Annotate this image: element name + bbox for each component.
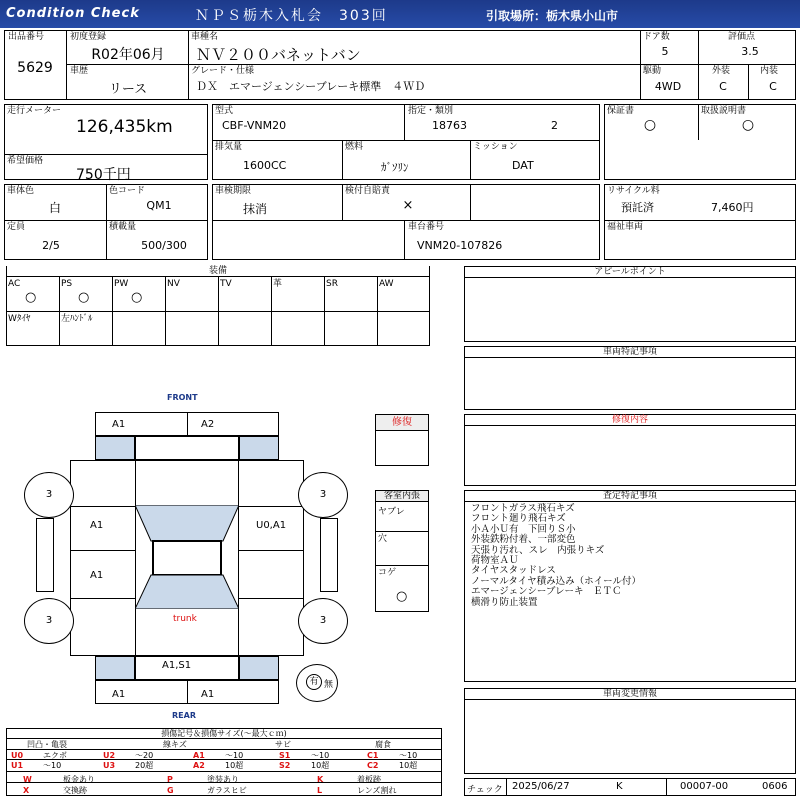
legend-row2-9: 10超 <box>399 761 418 770</box>
legend-row2-1: 〜10 <box>43 761 62 770</box>
color-code-label: 色コード <box>109 186 146 196</box>
inspection-label: 車検期限 <box>215 186 252 196</box>
legend-row2-5: 10超 <box>225 761 244 770</box>
color: 白 <box>48 201 61 215</box>
repair-content-box <box>464 414 796 486</box>
history-label: 車歴 <box>70 66 89 76</box>
legend-row3-0: W <box>23 775 32 784</box>
rear-bumper-left-damage: A1 <box>112 689 126 700</box>
checker: K <box>616 781 623 792</box>
ext-label: 外装 <box>712 66 731 76</box>
insurance: × <box>402 198 414 213</box>
equip-label-0: AC <box>8 279 21 289</box>
hood <box>135 436 239 460</box>
legend-row2-2: U3 <box>103 761 116 770</box>
legend-group-1: 線キズ <box>163 740 187 749</box>
drive: 4WD <box>654 80 682 93</box>
doors-label: ドア数 <box>643 32 670 42</box>
fuel: ｶﾞｿﾘﾝ <box>381 161 409 174</box>
capacity-label: 定員 <box>7 222 26 232</box>
price-label: 希望価格 <box>7 156 44 166</box>
inspection-note: 天張り汚れ、スレ 内張りキズ <box>471 544 605 556</box>
mileage: 126,435km <box>76 117 173 137</box>
recycle-label: リサイクル料 <box>607 186 660 196</box>
vehicle-notes-title: 車両特記事項 <box>465 347 795 358</box>
equip-mark-1: ○ <box>78 290 90 305</box>
legend-row2-0: U1 <box>11 761 24 770</box>
first-reg-label: 初度登録 <box>70 32 107 42</box>
legend-row1-5: 〜10 <box>225 751 244 760</box>
legend-row1-0: U0 <box>11 751 24 760</box>
recycle-amount: 7,460円 <box>711 201 754 214</box>
insurance-label: 検付自賠責 <box>345 186 391 196</box>
legend-group-0: 凹凸・亀裂 <box>27 740 67 749</box>
legend-row2-3: 20超 <box>135 761 154 770</box>
tire-rear-right: 3 <box>298 598 348 644</box>
inspection-note: タイヤスタッドレス <box>471 565 556 577</box>
legend-group-2: サビ <box>275 740 291 749</box>
legend-row3-5: 着板跡 <box>357 775 381 784</box>
rear-label: REAR <box>172 711 196 720</box>
left-front-door-damage: A1 <box>90 520 104 531</box>
right-front-door-damage: U0,A1 <box>256 520 287 531</box>
spare-yes: 有 <box>306 674 322 690</box>
equipment-title: 装備 <box>7 266 429 277</box>
warranty-label: 保証書 <box>607 106 635 116</box>
legend-row2-7: 10超 <box>311 761 330 770</box>
interior-burn-mark: ○ <box>396 589 408 604</box>
color-code: QM1 <box>146 199 172 212</box>
header-bar <box>0 0 800 28</box>
legend-row3-1: 板金あり <box>63 775 95 784</box>
check-label: チェック <box>467 785 503 795</box>
legend-row4-4: L <box>317 786 323 795</box>
drive-label: 駆動 <box>643 66 662 76</box>
legend-row1-7: 〜10 <box>311 751 330 760</box>
interior-box <box>375 490 429 612</box>
trunk-label: trunk <box>173 614 197 624</box>
displacement: 1600CC <box>243 159 287 172</box>
equip-mark-0: ○ <box>25 290 37 305</box>
inspection-note: フロント廻り飛石キズ <box>471 513 566 525</box>
auction-name: ＮＰＳ栃木入札会 303回 <box>195 8 388 24</box>
legend-row2-8: C2 <box>367 761 379 770</box>
legend-row4-3: ガラスヒビ <box>207 786 247 795</box>
equip-mark-2: ○ <box>131 290 143 305</box>
inspection: 抹消 <box>242 202 267 216</box>
capacity: 2/5 <box>42 239 60 252</box>
inspection-note: 荷物室ＡＵ <box>471 555 519 567</box>
welfare-label: 福祉車両 <box>607 222 644 232</box>
left-rear-door-damage: A1 <box>90 570 104 581</box>
check-date: 2025/06/27 <box>512 781 570 792</box>
chassis-label: 車台番号 <box>408 222 445 232</box>
front-bumper-right-damage: A2 <box>201 419 215 430</box>
mileage-label: 走行メーター <box>7 106 62 116</box>
designation: 18763 <box>432 119 467 132</box>
inspection-box <box>212 184 600 260</box>
equip2-label-0: Wﾀｲﾔ <box>8 314 31 324</box>
damage-legend <box>6 728 442 796</box>
legend-group-3: 腐食 <box>375 740 391 749</box>
condition-check-title: Condition Check <box>6 6 140 21</box>
color-label: 車体色 <box>7 186 35 196</box>
mission-label: ミッション <box>473 142 518 152</box>
equip2-label-1: 左ﾊﾝﾄﾞﾙ <box>61 314 93 324</box>
inspection-notes-box <box>464 490 796 682</box>
int-grade: C <box>769 80 777 93</box>
equip-label-5: 革 <box>273 279 283 289</box>
appeal-title: アピールポイント <box>465 267 795 278</box>
score: 3.5 <box>741 45 759 58</box>
front-bumper-left-damage: A1 <box>112 419 126 430</box>
legend-row4-1: 交換跡 <box>63 786 87 795</box>
legend-row3-4: K <box>317 775 324 784</box>
right-side <box>238 460 304 656</box>
legend-row1-2: U2 <box>103 751 116 760</box>
displacement-label: 排気量 <box>215 142 243 152</box>
equip-label-4: TV <box>220 279 232 289</box>
tire-front-right: 3 <box>298 472 348 518</box>
legend-row1-1: エクボ <box>43 751 67 760</box>
repair-content-title: 修復内容 <box>465 415 795 426</box>
model-label: 型式 <box>215 106 234 116</box>
legend-row2-6: S2 <box>279 761 291 770</box>
footer-code2: 0606 <box>762 781 788 792</box>
legend-row1-9: 〜10 <box>399 751 418 760</box>
int-label: 内装 <box>760 66 779 76</box>
first-reg: R02年06月 <box>91 47 165 63</box>
interior-tear: ヤブレ <box>378 507 405 517</box>
inspection-note: 小Ａ小Ｕ有 下回りＳ小 <box>471 523 576 535</box>
inspection-notes-title: 査定特記事項 <box>465 491 795 502</box>
ext-grade: C <box>719 80 727 93</box>
inspection-note: ノーマルタイヤ積み込み（ホイール付） <box>471 575 641 587</box>
mission: DAT <box>512 159 534 172</box>
fuel-label: 燃料 <box>345 142 364 152</box>
grade: ＤＸ エマージェンシーブレーキ標準 ４ＷＤ <box>196 80 426 93</box>
inspection-note: 外装鉄粉付着、一部変色 <box>471 534 576 546</box>
price: 750千円 <box>76 167 131 183</box>
rear-bumper-right-damage: A1 <box>201 689 215 700</box>
legend-row3-2: P <box>167 775 173 784</box>
legend-row1-8: C1 <box>367 751 379 760</box>
legend-row4-2: G <box>167 786 174 795</box>
recycle-status: 預託済 <box>621 201 654 214</box>
manual: ○ <box>741 117 755 133</box>
interior-title: 客室内張 <box>376 491 428 502</box>
change-info-box <box>464 688 796 774</box>
doors: 5 <box>661 45 669 58</box>
equip-label-2: PW <box>114 279 129 289</box>
legend-row3-3: 塗装あり <box>207 775 239 784</box>
legend-title: 損傷記号＆損傷サイズ(〜最大ｃｍ) <box>7 729 441 739</box>
appeal-box <box>464 266 796 342</box>
lot-label: 出品番号 <box>8 32 45 42</box>
chassis: VNM20-107826 <box>417 239 503 252</box>
right-mirror <box>320 518 338 592</box>
vehicle-notes-box <box>464 346 796 410</box>
legend-row4-0: X <box>23 786 30 795</box>
interior-burn: コゲ <box>378 568 397 578</box>
designation-label: 指定・類別 <box>408 106 454 116</box>
interior-hole: 穴 <box>378 534 388 544</box>
category: 2 <box>551 119 558 132</box>
tire-rear-left: 3 <box>24 598 74 644</box>
car-name-label: 車種名 <box>191 32 219 42</box>
inspection-note: フロントガラス飛石キズ <box>471 503 575 514</box>
model: CBF-VNM20 <box>222 119 287 132</box>
grade-label: グレード・仕様 <box>191 66 255 76</box>
footer-code: 00007-00 <box>680 781 729 792</box>
load-label: 積載量 <box>109 222 137 232</box>
tire-front-left: 3 <box>24 472 74 518</box>
equip-label-3: NV <box>167 279 180 289</box>
score-label: 評価点 <box>728 32 756 42</box>
inspection-note: 横滑り防止装置 <box>471 596 538 608</box>
change-info-title: 車両変更情報 <box>465 689 795 700</box>
manual-label: 取扱説明書 <box>701 106 747 116</box>
car-name: ＮＶ２００バネットバン <box>196 46 361 64</box>
equip-label-6: SR <box>326 279 338 289</box>
legend-row4-5: レンズ割れ <box>357 786 397 795</box>
cabin-glass <box>135 505 239 609</box>
equip-label-7: AW <box>379 279 394 289</box>
rear-gate-damage: A1,S1 <box>162 660 192 671</box>
equip-label-1: PS <box>61 279 73 289</box>
repair-box <box>375 414 429 466</box>
lot-number: 5629 <box>17 60 53 76</box>
legend-row1-6: S1 <box>279 751 291 760</box>
legend-row1-4: A1 <box>193 751 205 760</box>
spare-no: 無 <box>324 680 334 690</box>
left-side <box>70 460 136 656</box>
left-mirror <box>36 518 54 592</box>
legend-row1-3: 〜20 <box>135 751 154 760</box>
front-label: FRONT <box>167 393 198 402</box>
load: 500/300 <box>141 239 187 252</box>
legend-row2-4: A2 <box>193 761 205 770</box>
pickup-location: 引取場所：栃木県小山市 <box>486 9 619 23</box>
inspection-note: エマージェンシーブレーキ ＥＴＣ <box>471 586 622 598</box>
warranty: ○ <box>643 117 657 133</box>
repair-title: 修復 <box>376 415 428 431</box>
history: リース <box>108 82 148 97</box>
